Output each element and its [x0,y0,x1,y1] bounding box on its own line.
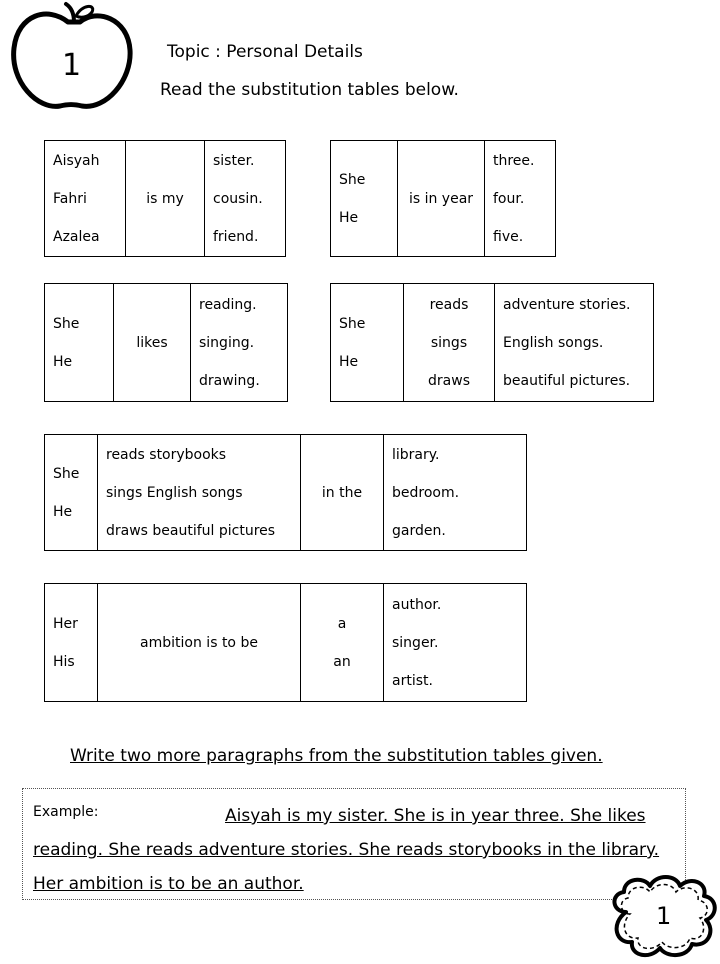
cell-text: sister. [213,152,255,169]
table-4 [330,283,654,402]
example-box [22,788,686,900]
cell-text: five. [493,228,524,245]
cell-text: Aisyah [53,152,100,169]
cell-text: reads storybooks [106,446,227,463]
cell-text: reading. [199,296,257,313]
table-1-objects [205,141,286,257]
table-2 [330,140,556,257]
table-1 [44,140,286,257]
cell-text: She [339,171,366,188]
table-6-articles [301,584,384,702]
table-1-subjects [45,141,126,257]
example-text: Aisyah is my sister. She is in year three. She likes reading. She reads adventure stories. She reads storybooks in the library. Her ambition is to be an author. [33,806,660,894]
cell-text: draws [428,372,470,389]
cell-text: She [53,315,80,332]
table-1-verb [126,141,205,257]
cell-text: Azalea [53,228,100,245]
table-6-jobs [384,584,527,702]
table-5 [44,434,527,551]
cell-text: His [53,653,75,670]
cell-text: ambition is to be [140,634,258,651]
cell-text: sings [430,334,468,351]
cell-text: reads [429,296,469,313]
cell-text: He [339,209,359,226]
table-3-verb [114,284,191,402]
table-5-prep [301,435,384,551]
table-6-subjects [45,584,98,702]
table-5-subjects [45,435,98,551]
page-number-cloud [604,872,720,960]
table-4-verbs [404,284,495,402]
cell-text: three. [493,152,535,169]
cell-text: likes [136,334,168,351]
cell-text: artist. [392,672,433,689]
table-6 [44,583,527,702]
table-4-objects [495,284,654,402]
cell-text: He [53,353,73,370]
cell-text: He [339,353,359,370]
cell-text: draws beautiful pictures [106,522,276,539]
table-5-actions [98,435,301,551]
cell-text: adventure stories. [503,296,631,313]
cell-text: in the [321,484,363,501]
table-2-verb [398,141,485,257]
topic-title: Topic : Personal Details [167,42,363,62]
table-6-phrase [98,584,301,702]
cell-text: beautiful pictures. [503,372,631,389]
cell-text: She [53,465,80,482]
cell-text: an [333,653,351,670]
table-3-subjects [45,284,114,402]
cell-text: is my [146,190,184,207]
table-3-objects [191,284,288,402]
cell-text: sings English songs [106,484,243,501]
instruction: Read the substitution tables below. [160,80,459,100]
apple-badge [0,0,150,130]
cell-text: author. [392,596,442,613]
apple-number: 1 [62,48,82,83]
cell-text: He [53,503,73,520]
cell-text: cousin. [213,190,263,207]
cell-text: She [339,315,366,332]
table-2-objects [485,141,556,257]
example-label: Example: [33,804,99,820]
cell-text: singing. [199,334,255,351]
cell-text: garden. [392,522,446,539]
cell-text: Her [53,615,78,632]
cell-text: a [337,615,347,632]
cell-text: is in year [408,190,474,207]
table-4-subjects [331,284,404,402]
cell-text: Fahri [53,190,87,207]
cell-text: English songs. [503,334,604,351]
cell-text: bedroom. [392,484,460,501]
task-instruction: Write two more paragraphs from the substitution tables given. [70,746,603,766]
cell-text: singer. [392,634,439,651]
page-number: 1 [656,902,672,930]
table-5-places [384,435,527,551]
cell-text: four. [493,190,525,207]
cell-text: drawing. [199,372,260,389]
table-3 [44,283,288,402]
cell-text: friend. [213,228,259,245]
cell-text: library. [392,446,440,463]
table-2-subjects [331,141,398,257]
